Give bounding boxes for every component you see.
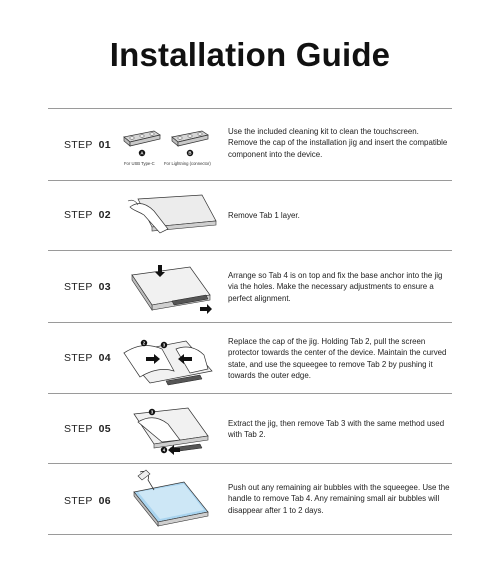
- step-05: [48, 394, 452, 463]
- step-label: STEP 02: [64, 209, 111, 221]
- svg-text:4: 4: [162, 447, 166, 453]
- remove-tab3-illustration: [124, 402, 220, 456]
- left-arrow-icon: [168, 445, 180, 455]
- step-label: STEP 05: [64, 423, 111, 435]
- svg-text:3: 3: [162, 342, 166, 348]
- step-description: Extract the jig, then remove Tab 3 with the same method used with Tab 2.: [228, 419, 445, 440]
- step-04: [48, 323, 452, 393]
- step-02: [48, 181, 452, 250]
- align-jig-illustration: [124, 261, 220, 315]
- step-01: [48, 109, 452, 180]
- pull-tab2-illustration: [116, 331, 224, 387]
- remove-tab1-illustration: [124, 191, 220, 239]
- right-arrow-icon: [200, 304, 212, 314]
- svg-text:2: 2: [142, 340, 146, 346]
- step-description: Replace the cap of the jig. Holding Tab 2, pull the screen protector towards the center of the device. Maintain the curved state, and use the squeegee to remove Tab 2 by pushing it towards the outer edge.: [228, 337, 447, 381]
- step-description: Push out any remaining air bubbles with the squeegee. Use the handle to remove Tab 4. Any remaining small air bubbles will disappear after 1 to 2 days.: [228, 483, 450, 515]
- step-description: Remove Tab 1 layer.: [228, 211, 300, 220]
- divider: [48, 534, 452, 535]
- lightning-caption: For Lightning (connector): [164, 161, 211, 166]
- step-label: STEP 04: [64, 352, 111, 364]
- svg-text:3: 3: [150, 409, 154, 415]
- usb-c-caption: For USB Type-C: [124, 161, 155, 166]
- step-description: Arrange so Tab 4 is on top and fix the base anchor into the jig via the holes. Make the necessary adjustments to ensure a perfect alignment.: [228, 271, 443, 303]
- step-description: Use the included cleaning kit to clean the touchscreen. Remove the cap of the installation jig and insert the compatible component into the device.: [228, 127, 448, 159]
- svg-text:A: A: [140, 150, 144, 156]
- step-label: STEP 06: [64, 495, 111, 507]
- svg-text:B: B: [188, 150, 192, 156]
- step-03: [48, 251, 452, 322]
- page-title: Installation Guide: [109, 36, 391, 73]
- step-label: STEP 01: [64, 139, 111, 151]
- squeegee-bubbles-illustration: [124, 468, 220, 530]
- step-06: [48, 464, 452, 534]
- step-label: STEP 03: [64, 281, 111, 293]
